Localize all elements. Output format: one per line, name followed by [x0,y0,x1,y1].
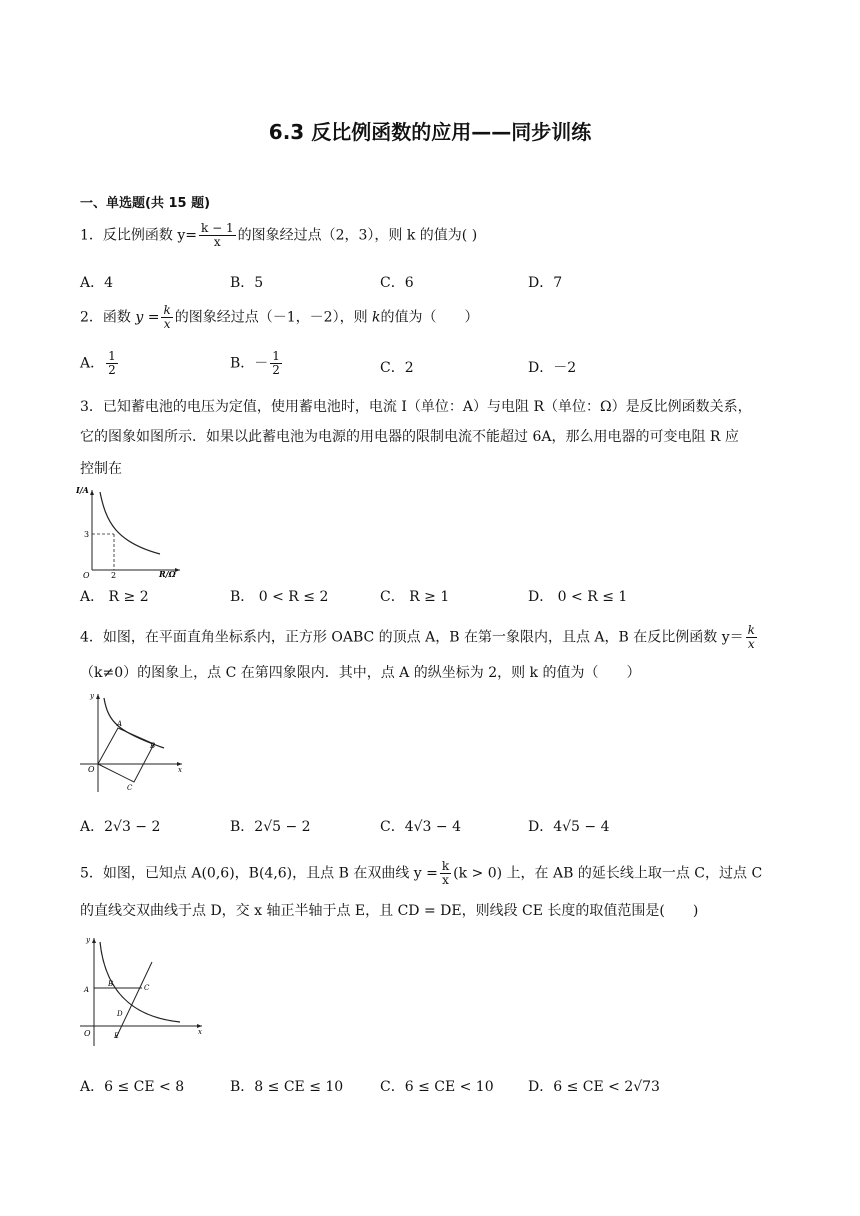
page-title: 6.3 反比例函数的应用——同步训练 [268,120,592,144]
q3-y-label: I/A [76,485,89,495]
q4-frac-num: k [747,623,755,637]
q3-line-1: 3．已知蓄电池的电压为定值，使用蓄电池时，电流 I（单位：A）与电阻 R（单位：Ω）是反比例函数关系， [80,399,752,415]
q3-curve [100,492,160,554]
q5-point-c-label: C [144,984,150,992]
q5-option-c[interactable]: C．6 ≤ CE < 10 [380,1079,494,1095]
q1-pre: 1．反比例函数 y= [80,227,197,244]
q2-option-c[interactable]: C．2 [380,360,414,376]
q3-graph [76,484,186,580]
q4-frac-den: x [747,637,755,652]
q2-option-a-fraction [106,350,118,377]
q4-y-arrow [96,694,100,699]
q2-post: 的图象经过点（－1，－2），则 [174,309,368,326]
q5-line-ce [116,962,152,1038]
q3-x-label: R/Ω [159,569,176,579]
q5-option-d[interactable]: D．6 ≤ CE < 2√73 [528,1079,660,1095]
q4-line-2: （k≠0）的图象上，点 C 在第四象限内．其中，点 A 的纵坐标为 2，则 k 的值为（ ） [80,665,641,681]
q5-point-a-label: A [84,986,90,994]
q5-point-e-label: E [114,1032,120,1040]
q5-line-1-post: (k > 0) 上，在 AB 的延长线上取一点 C，过点 C [453,865,763,882]
q4-option-b[interactable]: B．2√5 − 2 [230,819,311,835]
section-heading: 一、单选题(共 15 题) [80,196,211,211]
q2-post2: 的值为（ ） [380,309,479,326]
q1-frac-den: x [213,235,221,250]
q3-line-2: 它的图象如图所示．如果以此蓄电池为电源的用电器的限制电流不能超过 6A，那么用电器的可变电阻 R 应 [80,429,739,445]
q4-point-a-label: A [117,720,123,728]
q4-option-a[interactable]: A．2√3 − 2 [80,819,161,835]
question-2 [80,304,479,331]
q5-frac-num: k [441,859,450,873]
q2-option-a-label: A． [80,355,105,372]
q5-line-2: 的直线交双曲线于点 D，交 x 轴正半轴于点 E，且 CD = DE，则线段 CE 长度的取值范围是( ) [80,903,699,919]
q2-frac-num: k [163,303,171,317]
q4-y-label: y [90,692,94,700]
q5-line-1-pre: 5．如图，已知点 A(0,6)，B(4,6)，且点 B 在双曲线 y = [80,865,438,882]
q4-option-c[interactable]: C．4√3 − 4 [380,819,461,835]
q3-option-a[interactable]: A． R ≥ 2 [80,589,149,605]
q4-line-1-text: 4．如图，在平面直角坐标系内，正方形 OABC 的顶点 A，B 在第一象限内，且点 A，B 在反比例函数 y＝ [80,629,744,646]
q3-origin-label: O [83,571,90,580]
q2-y: y = [135,309,160,326]
q5-option-a[interactable]: A．6 ≤ CE < 8 [80,1079,185,1095]
q5-line-1 [80,860,762,887]
q2-frac-den: x [163,317,171,332]
q1-option-d[interactable]: D．7 [528,275,563,291]
q5-y-arrow [92,938,96,943]
q5-graph [76,932,206,1048]
q1-frac-num: k − 1 [201,221,234,235]
q2-option-a[interactable] [80,350,120,377]
q2-option-a-num: 1 [108,349,116,363]
q1-option-b[interactable]: B．5 [230,275,264,291]
q4-point-c-label: C [127,784,133,792]
q3-line-3: 控制在 [80,461,122,477]
q2-k: k [372,309,381,326]
q2-option-b-label: B．－ [230,355,269,372]
q2-option-b-fraction [270,350,282,377]
q3-option-b[interactable]: B． 0 < R ≤ 2 [230,589,329,605]
q4-square [98,728,154,782]
q1-option-a[interactable]: A．4 [80,275,114,291]
q4-x-label: x [178,766,182,774]
q4-origin-label: O [88,765,95,774]
q4-fraction [746,624,757,651]
q4-hyperbola [104,698,164,748]
q3-option-c[interactable]: C． R ≥ 1 [380,589,450,605]
q5-point-d-label: D [117,1010,123,1018]
q1-option-c[interactable]: C．6 [380,275,414,291]
q5-y-label: y [86,936,90,944]
q2-pre: 2．函数 [80,309,131,326]
q5-option-b[interactable]: B．8 ≤ CE ≤ 10 [230,1079,344,1095]
q1-post: 的图象经过点（2，3），则 k 的值为( ) [237,227,478,244]
q5-point-b-label: B [108,980,114,988]
q2-option-b[interactable] [230,350,284,377]
q2-option-b-num: 1 [272,349,280,363]
q1-fraction [199,222,236,249]
q5-frac-den: x [442,873,449,888]
q5-x-label: x [198,1028,202,1036]
q3-option-d[interactable]: D． 0 < R ≤ 1 [528,589,628,605]
q2-fraction [161,304,172,331]
q4-line-1 [80,624,759,651]
q5-origin-label: O [84,1029,91,1038]
q2-option-a-den: 2 [108,363,116,378]
q3-y-tick-label: 3 [84,530,90,539]
q2-option-d[interactable]: D．－2 [528,360,577,376]
q4-point-b-label: B [150,742,156,750]
q3-x-arrow [175,568,180,572]
q5-fraction [440,860,451,887]
q4-option-d[interactable]: D．4√5 − 4 [528,819,610,835]
q4-graph [76,688,188,796]
q2-option-b-den: 2 [272,363,280,378]
q3-y-arrow [90,490,94,495]
question-1 [80,222,477,249]
q3-x-tick-label: 2 [111,571,117,580]
